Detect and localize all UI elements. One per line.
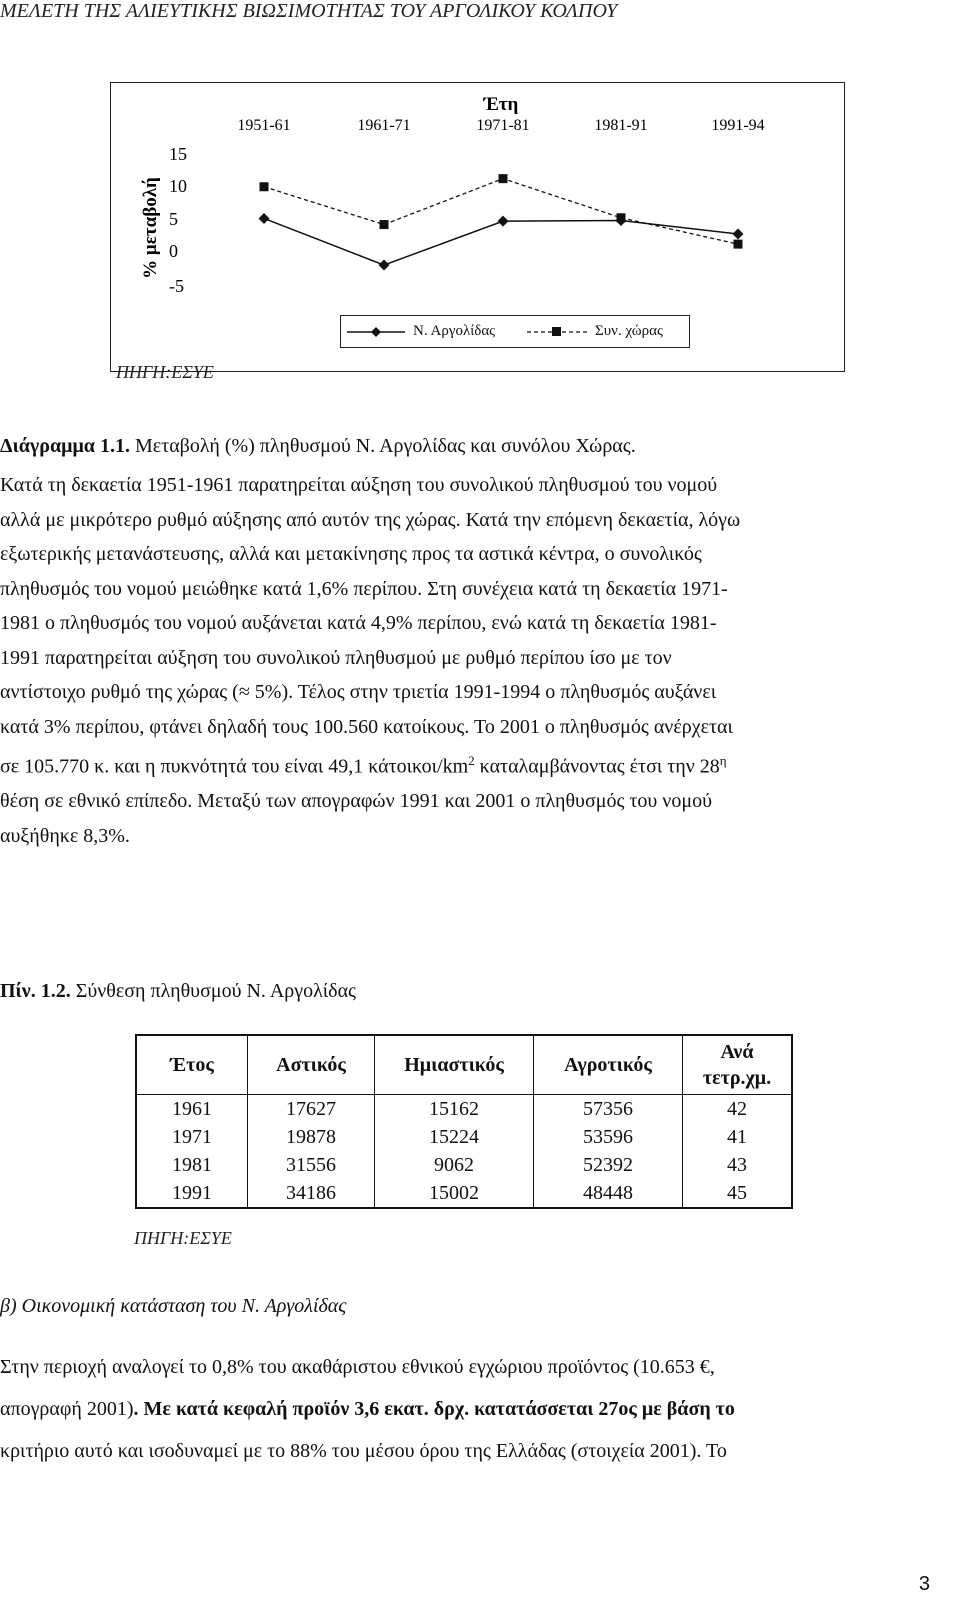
data-point-diamond: [379, 260, 390, 271]
table-cell: 1961: [136, 1095, 248, 1124]
table-cell: 41: [683, 1123, 793, 1151]
x-tick-label: 1951-61: [237, 117, 291, 134]
y-tick-label: 10: [169, 176, 187, 196]
table-cell: 15224: [375, 1123, 534, 1151]
paragraph-line: 1991 παρατηρείται αύξηση του συνολικού πληθυσμού με ρυθμό περίπου ίσο με τον: [0, 646, 672, 669]
series-line-1: [264, 179, 738, 244]
x-tick-label: 1961-71: [357, 117, 411, 134]
data-point-square: [380, 220, 389, 229]
table-header-semiurban: Ημιαστικός: [375, 1035, 534, 1095]
table-header-urban: Αστικός: [248, 1035, 375, 1095]
paragraph-line-part: απογραφή 2001): [0, 1398, 134, 1420]
y-tick-label: -5: [169, 276, 184, 296]
table-cell: 48448: [534, 1179, 683, 1208]
chart-legend: [340, 315, 690, 348]
y-axis-label: % μεταβολή: [140, 177, 161, 279]
table-caption-label: Πίν. 1.2.: [0, 980, 71, 1002]
data-point-diamond: [498, 216, 509, 227]
table-row: [136, 1179, 792, 1208]
legend-label-argolida: Ν. Αργολίδας: [413, 323, 496, 339]
data-point-square: [260, 182, 269, 191]
y-tick-label: 0: [169, 241, 178, 261]
table-header-row: [136, 1035, 792, 1095]
superscript-squared: 2: [468, 753, 475, 768]
table-row: [136, 1095, 792, 1124]
paragraph-line: αντίστοιχο ρυθμό της χώρας (≈ 5%). Τέλος στην τριετία 1991-1994 ο πληθυσμός αυξάνει: [0, 681, 717, 703]
paragraph-line: κατά 3% περίπου, φτάνει δηλαδή τους 100.560 κατοίκους. Το 2001 ο πληθυσμός ανέρχεται: [0, 715, 733, 738]
figure-caption: [0, 435, 636, 458]
table-header-year: Έτος: [136, 1035, 248, 1095]
table-cell: 31556: [248, 1151, 375, 1179]
data-point-square: [734, 240, 743, 249]
y-tick-label: 5: [169, 209, 178, 229]
paragraph-line-part: σε 105.770 κ. και η πυκνότητά του είναι 49,1 κάτοικοι/km: [0, 755, 469, 778]
paragraph-line: Κατά τη δεκαετία 1951-1961 παρατηρείται αύξηση του συνολικού πληθυσμού του νομού: [0, 474, 718, 496]
paragraph-line-part: καταλαμβάνοντας έτσι την 28: [474, 755, 720, 778]
table-cell: 1971: [136, 1123, 248, 1151]
paragraph-line: αυξήθηκε 8,3%.: [0, 824, 130, 847]
paragraph-line: αλλά με μικρότερο ρυθμό αύξησης από αυτόν της χώρας. Κατά την επόμενη δεκαετία, λόγω: [0, 508, 741, 531]
paragraph-line: 1981 ο πληθυσμός του νομού αυξάνεται κατά 4,9% περίπου, ενώ κατά τη δεκαετία 1981-: [0, 612, 717, 634]
table-cell: 34186: [248, 1179, 375, 1208]
legend-marker-country: [552, 327, 561, 336]
table-source: ΠΗΓΗ:ΕΣΥΕ: [134, 1228, 232, 1248]
paragraph-line: Στην περιοχή αναλογεί το 0,8% του ακαθάριστου εθνικού εγχώριου προϊόντος (10.653 €,: [0, 1356, 715, 1378]
paragraph-line: πληθυσμός του νομού μειώθηκε κατά 1,6% περίπου. Στη συνέχεια κατά τη δεκαετία 1971-: [0, 577, 728, 600]
data-point-diamond: [733, 229, 744, 240]
table-cell: 19878: [248, 1123, 375, 1151]
table-cell: 53596: [534, 1123, 683, 1151]
table-cell: 1981: [136, 1151, 248, 1179]
table-cell: 1991: [136, 1179, 248, 1208]
table-cell: 42: [683, 1095, 793, 1124]
table-cell: 9062: [375, 1151, 534, 1179]
table-row: [136, 1123, 792, 1151]
population-change-chart: [110, 82, 845, 372]
x-tick-label: 1991-94: [711, 117, 765, 134]
paragraph-line: κριτήριο αυτό και ισοδυναμεί με το 88% του μέσου όρου της Ελλάδας (στοιχεία 2001). Το: [0, 1440, 727, 1462]
superscript-rank: η: [719, 753, 727, 768]
table-header-rural: Αγροτικός: [534, 1035, 683, 1095]
table-caption: [0, 980, 356, 1003]
series-line-0: [264, 218, 738, 265]
table-row: [136, 1151, 792, 1179]
paragraph-line-part: . Με κατά κεφαλή προϊόν 3,6 εκατ. δρχ. κατατάσσεται 27ος με βάση το: [133, 1398, 735, 1420]
data-point-diamond: [259, 213, 270, 224]
table-cell: 57356: [534, 1095, 683, 1124]
x-tick-label: 1981-91: [594, 117, 648, 134]
chart-source: ΠΗΓΗ:ΕΣΥΕ: [116, 362, 214, 382]
chart-title: Έτη: [483, 94, 519, 115]
table-caption-text: Σύνθεση πληθυσμού Ν. Αργολίδας: [75, 980, 356, 1002]
paragraph-line: [0, 744, 930, 784]
page-number: 3: [918, 1573, 930, 1595]
data-point-square: [617, 213, 626, 222]
table-cell: 52392: [534, 1151, 683, 1179]
figure-caption-label: Διάγραμμα 1.1.: [0, 435, 130, 457]
table-cell: 15002: [375, 1179, 534, 1208]
table-header-density: Ανά τετρ.χμ.: [683, 1035, 793, 1095]
section-title: β) Οικονομική κατάσταση του Ν. Αργολίδας: [0, 1295, 347, 1317]
paragraph-economy: [0, 1346, 930, 1472]
table-cell: 17627: [248, 1095, 375, 1124]
legend-label-country: Συν. χώρας: [595, 323, 663, 339]
figure-caption-text: Μεταβολή (%) πληθυσμού Ν. Αργολίδας και συνόλου Χώρας.: [134, 435, 636, 457]
paragraph-line: θέση σε εθνικό επίπεδο. Μεταξύ των απογραφών 1991 και 2001 ο πληθυσμός του νομού: [0, 790, 712, 813]
running-header: ΜΕΛΕΤΗ ΤΗΣ ΑΛΙΕΥΤΙΚΗΣ ΒΙΩΣΙΜΟΤΗΤΑΣ ΤΟΥ ΑΡΓΟΛΙΚΟΥ ΚΟΛΠΟΥ: [0, 0, 618, 22]
population-table: [135, 1034, 793, 1209]
paragraph-population: [0, 468, 930, 853]
paragraph-line: εξωτερικής μετανάστευσης, αλλά και μετακίνησης προς τα αστικά κέντρα, ο συνολικός: [0, 543, 702, 565]
table-cell: 15162: [375, 1095, 534, 1124]
legend-marker-argolida: [371, 327, 381, 337]
table-cell: 45: [683, 1179, 793, 1208]
paragraph-line: [0, 1388, 930, 1430]
table-cell: 43: [683, 1151, 793, 1179]
data-point-square: [499, 174, 508, 183]
x-tick-label: 1971-81: [476, 117, 530, 134]
y-tick-label: 15: [169, 144, 187, 164]
